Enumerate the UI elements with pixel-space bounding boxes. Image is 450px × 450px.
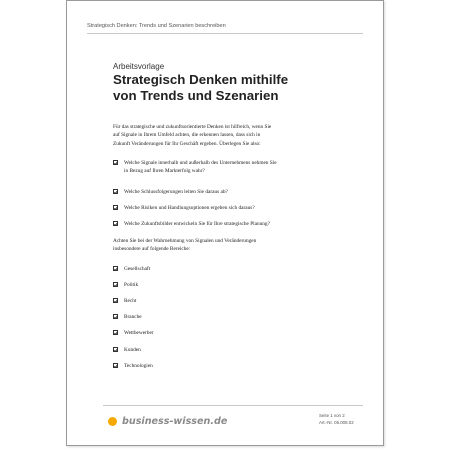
checked-box-icon: [113, 160, 118, 165]
intro-line: Zukunft Veränderungen für Ihr Geschäft ergeben. Überlegen Sie also:: [113, 140, 261, 147]
checked-box-icon: [113, 347, 118, 352]
footer-divider: [103, 405, 363, 406]
checked-box-icon: [113, 298, 118, 303]
area-label: Kunden: [124, 347, 141, 353]
area-label: Technologien: [124, 363, 153, 369]
area-label: Branche: [124, 314, 142, 320]
document-title: [113, 72, 353, 103]
areas-intro-line: Achten Sie bei der Wahrnehmung von Signalen und Veränderungen: [113, 238, 257, 244]
question-text-line: Welche Schlussfolgerungen leiten Sie daraus ab?: [124, 189, 228, 195]
page-number: Seite 1 von 2: [319, 413, 345, 418]
checked-box-icon: [113, 363, 118, 368]
header-divider: [87, 33, 363, 34]
intro-paragraph: [113, 123, 343, 148]
running-header: Strategisch Denken: Trends und Szenarien beschreiben: [87, 23, 226, 29]
areas-intro-paragraph: [113, 237, 343, 254]
checked-box-icon: [113, 221, 118, 226]
area-label: Recht: [124, 298, 137, 304]
question-text-line: Welche Zukunftsbilder entwickeln Sie für Ihre strategische Planung?: [124, 221, 270, 227]
area-label: Gesellschaft: [124, 266, 151, 272]
intro-line: Für das strategische und zukunftsorientierte Denken ist hilfreich, wenn Sie: [113, 124, 272, 130]
question-text-line: in Bezug auf Ihren Markterfolg wahr?: [124, 168, 205, 175]
footer-meta: [319, 412, 363, 426]
checked-box-icon: [113, 189, 118, 194]
document-title-line: Strategisch Denken mithilfe: [113, 72, 289, 87]
area-label: Politik: [124, 282, 139, 288]
checked-box-icon: [113, 330, 118, 335]
intro-line: auf Signale in Ihrem Umfeld achten, die erkennen lassen, dass sich in: [113, 132, 261, 139]
checked-box-icon: [113, 205, 118, 210]
checked-box-icon: [113, 266, 118, 271]
area-label: Wettbewerber: [124, 330, 154, 336]
document-title-line: von Trends und Szenarien: [113, 87, 279, 103]
question-text-line: Welche Risiken und Handlungsoptionen ergeben sich daraus?: [124, 205, 255, 211]
logo-dot-icon: [108, 417, 117, 426]
checked-box-icon: [113, 314, 118, 319]
document-page: [66, 0, 384, 446]
article-number: Art.-Nr. 06.008.02: [319, 420, 354, 425]
areas-intro-line: insbesondere auf folgende Bereiche:: [113, 246, 191, 253]
logo-text: business-wissen.de: [122, 416, 228, 427]
question-text-line: Welche Signale innerhalb und außerhalb des Unternehmens nehmen Sie: [124, 160, 277, 166]
document-kicker: Arbeitsvorlage: [113, 62, 165, 71]
checked-box-icon: [113, 282, 118, 287]
